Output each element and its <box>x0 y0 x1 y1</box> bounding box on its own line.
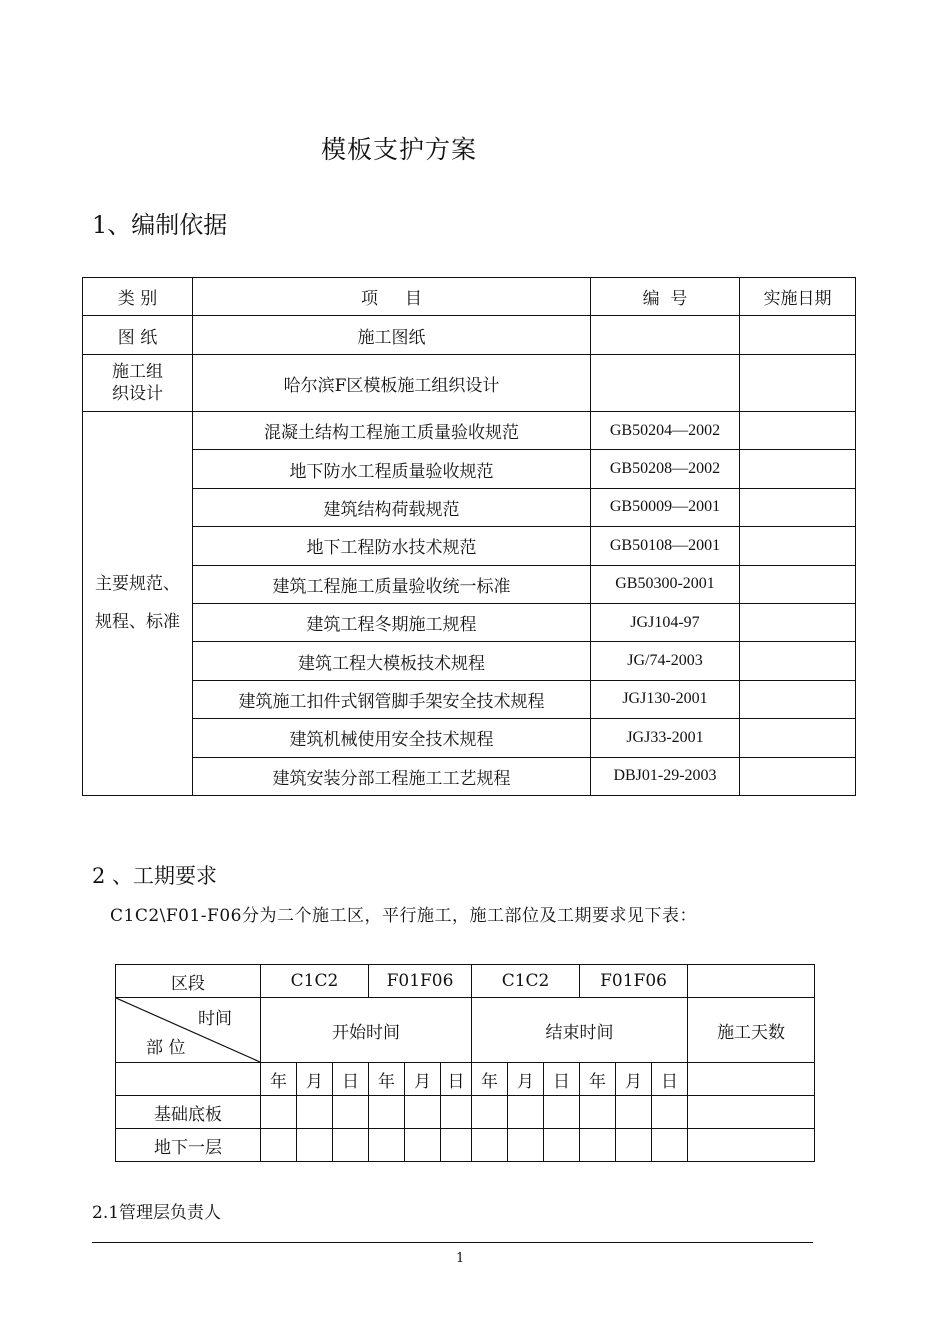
schedule-cell <box>688 1129 815 1162</box>
row-date <box>740 642 856 680</box>
row-code: JGJ104-97 <box>591 603 740 641</box>
zone-c1c2-start: C1C2 <box>261 965 369 998</box>
row-item: 哈尔滨F区模板施工组织设计 <box>193 355 591 412</box>
schedule-cell <box>688 1096 815 1129</box>
row-date <box>740 603 856 641</box>
table-row <box>83 450 856 488</box>
day-label: 日 <box>441 1063 472 1096</box>
table-row <box>83 565 856 603</box>
schedule-cell <box>472 1129 508 1162</box>
row-item: 建筑施工扣件式钢管脚手架安全技术规程 <box>193 680 591 718</box>
schedule-cell <box>544 1129 580 1162</box>
table-row <box>83 316 856 355</box>
row-code: GB50009—2001 <box>591 488 740 526</box>
row-item: 建筑机械使用安全技术规程 <box>193 719 591 757</box>
header-code: 编 号 <box>591 278 740 316</box>
row-item: 混凝土结构工程施工质量验收规范 <box>193 412 591 450</box>
start-time-header: 开始时间 <box>261 998 472 1063</box>
row-date <box>740 450 856 488</box>
row-date <box>740 412 856 450</box>
row-item: 建筑工程大模板技术规程 <box>193 642 591 680</box>
zone-label: 区段 <box>116 965 261 998</box>
schedule-cell <box>652 1129 688 1162</box>
diagonal-line <box>116 998 260 1062</box>
schedule-cell <box>369 1096 405 1129</box>
day-label: 日 <box>652 1063 688 1096</box>
schedule-cell <box>261 1129 297 1162</box>
schedule-cell <box>472 1096 508 1129</box>
schedule-cell <box>616 1129 652 1162</box>
schedule-cell <box>297 1096 333 1129</box>
schedule-cell <box>508 1129 544 1162</box>
day-label: 日 <box>544 1063 580 1096</box>
row-code <box>591 316 740 355</box>
row-item: 建筑工程冬期施工规程 <box>193 603 591 641</box>
end-time-header: 结束时间 <box>472 998 688 1063</box>
part-name: 基础底板 <box>116 1096 261 1129</box>
row-category: 施工组 织设计 <box>83 355 193 412</box>
schedule-header-row <box>116 998 815 1063</box>
row-date <box>740 316 856 355</box>
header-date: 实施日期 <box>740 278 856 316</box>
row-date <box>740 565 856 603</box>
row-category: 图 纸 <box>83 316 193 355</box>
year-label: 年 <box>261 1063 297 1096</box>
ymd-days-blank <box>688 1063 815 1096</box>
section-2-description: C1C2\F01-F06分为二个施工区，平行施工，施工部位及工期要求见下表： <box>110 906 697 926</box>
schedule-cell <box>333 1129 369 1162</box>
schedule-cell <box>508 1096 544 1129</box>
table-row <box>83 719 856 757</box>
section-2-heading: 2 、工期要求 <box>92 864 218 888</box>
row-item: 建筑安装分部工程施工工艺规程 <box>193 757 591 795</box>
row-code: GB50108—2001 <box>591 527 740 565</box>
row-item: 建筑结构荷载规范 <box>193 488 591 526</box>
diag-part-label: 部 位 <box>146 1038 186 1058</box>
group-category: 主要规范、 规程、标准 <box>83 412 193 796</box>
row-code: GB50204—2002 <box>591 412 740 450</box>
schedule-cell <box>405 1129 441 1162</box>
section-2-1-heading: 2.1管理层负责人 <box>92 1203 222 1223</box>
table-row <box>83 355 856 412</box>
schedule-table <box>115 964 815 1162</box>
basis-table-header <box>83 278 856 316</box>
table-row <box>83 527 856 565</box>
section-1-heading: 1、编制依据 <box>92 211 228 239</box>
month-label: 月 <box>616 1063 652 1096</box>
diagonal-header-cell <box>116 998 261 1063</box>
zone-f01f06-end: F01F06 <box>580 965 688 998</box>
schedule-cell <box>652 1096 688 1129</box>
header-category: 类 别 <box>83 278 193 316</box>
table-row <box>116 1129 815 1162</box>
table-row <box>83 412 856 450</box>
month-label: 月 <box>297 1063 333 1096</box>
row-code: JG/74-2003 <box>591 642 740 680</box>
table-row <box>83 603 856 641</box>
schedule-cell <box>333 1096 369 1129</box>
part-name: 地下一层 <box>116 1129 261 1162</box>
row-date <box>740 488 856 526</box>
row-item: 施工图纸 <box>193 316 591 355</box>
schedule-cell <box>580 1096 616 1129</box>
schedule-cell <box>616 1096 652 1129</box>
row-date <box>740 355 856 412</box>
row-code <box>591 355 740 412</box>
row-date <box>740 757 856 795</box>
month-label: 月 <box>405 1063 441 1096</box>
month-label: 月 <box>508 1063 544 1096</box>
year-label: 年 <box>580 1063 616 1096</box>
zone-f01f06-start: F01F06 <box>369 965 472 998</box>
row-code: GB50300-2001 <box>591 565 740 603</box>
row-code: GB50208—2002 <box>591 450 740 488</box>
row-item: 建筑工程施工质量验收统一标准 <box>193 565 591 603</box>
schedule-cell <box>441 1096 472 1129</box>
year-label: 年 <box>472 1063 508 1096</box>
table-row <box>83 757 856 795</box>
diag-time-label: 时间 <box>198 1009 232 1029</box>
row-code: DBJ01-29-2003 <box>591 757 740 795</box>
schedule-cell <box>405 1096 441 1129</box>
schedule-cell <box>261 1096 297 1129</box>
schedule-ymd-row <box>116 1063 815 1096</box>
table-row <box>116 1096 815 1129</box>
row-item: 地下防水工程质量验收规范 <box>193 450 591 488</box>
schedule-cell <box>297 1129 333 1162</box>
day-label: 日 <box>333 1063 369 1096</box>
schedule-cell <box>441 1129 472 1162</box>
document-title: 模板支护方案 <box>320 135 477 164</box>
page-number: 1 <box>456 1251 465 1266</box>
footer-divider <box>92 1242 813 1243</box>
schedule-cell <box>580 1129 616 1162</box>
year-label: 年 <box>369 1063 405 1096</box>
schedule-cell <box>369 1129 405 1162</box>
table-row <box>83 680 856 718</box>
row-date <box>740 719 856 757</box>
table-row <box>83 642 856 680</box>
schedule-cell <box>544 1096 580 1129</box>
days-header: 施工天数 <box>688 998 815 1063</box>
zone-blank <box>688 965 815 998</box>
zone-c1c2-end: C1C2 <box>472 965 580 998</box>
header-item: 项 目 <box>193 278 591 316</box>
basis-table <box>82 277 856 796</box>
table-row <box>83 488 856 526</box>
schedule-zone-row <box>116 965 815 998</box>
ymd-blank <box>116 1063 261 1096</box>
row-code: JGJ130-2001 <box>591 680 740 718</box>
row-item: 地下工程防水技术规范 <box>193 527 591 565</box>
row-date <box>740 680 856 718</box>
row-code: JGJ33-2001 <box>591 719 740 757</box>
row-date <box>740 527 856 565</box>
